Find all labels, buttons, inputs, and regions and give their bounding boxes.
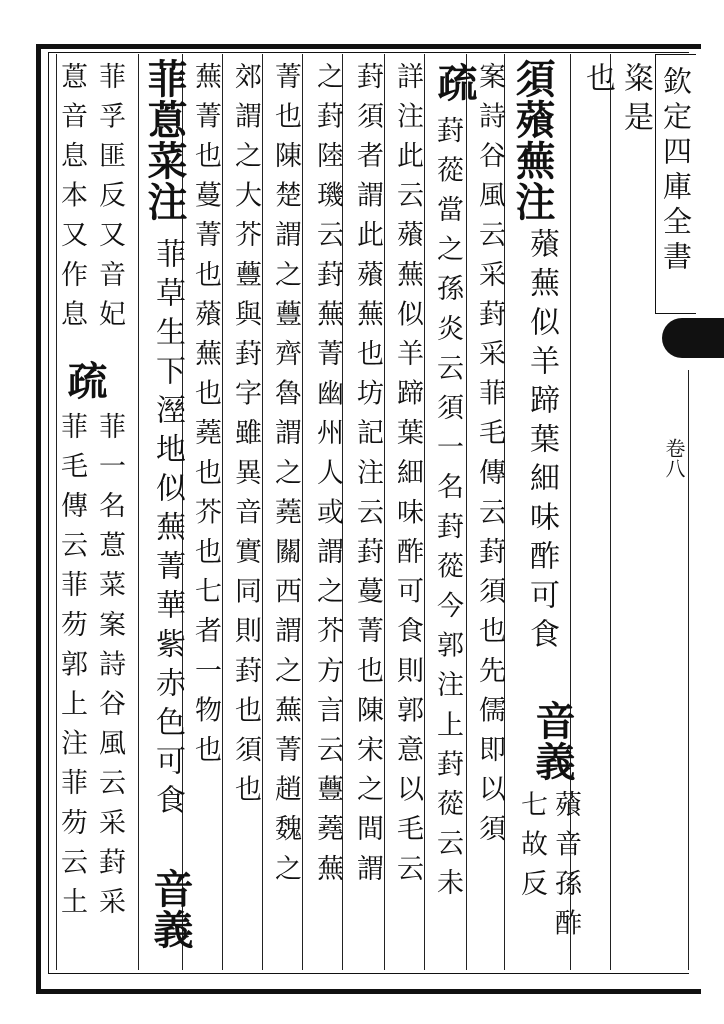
- text-column: 菲孚匪反又音妃: [94, 62, 125, 340]
- column-rule: [262, 54, 263, 970]
- text-column: 疏: [61, 360, 108, 401]
- text-column: 薞蕪似羊蹄葉細味酢可食: [524, 228, 559, 657]
- text-column: 案詩谷風云采葑采菲毛傳云葑須也先儒即以須: [474, 62, 505, 854]
- column-rule: [424, 54, 425, 970]
- text-column: 菲草生下溼地似蕪菁華紫赤色可食: [150, 238, 185, 823]
- column-rule: [466, 54, 467, 970]
- book-title: 欽定四庫全書: [659, 66, 693, 276]
- margin-rule: [688, 370, 689, 970]
- text-column: 音義: [147, 868, 194, 950]
- text-column: 菲蒠菜注: [141, 58, 188, 222]
- text-column: 之葑陸璣云葑蕪菁幽州人或謂之芥方言云蘴蕘蕪: [312, 62, 343, 894]
- column-rule: [138, 54, 139, 970]
- text-column: 郊謂之大芥蘴與葑字雖異音實同則葑也須也: [230, 62, 261, 815]
- text-column: 葑蓯當之孫炎云須一名葑蓯今郭注上葑蓯云未: [432, 116, 463, 908]
- text-column: 薞音孫酢: [550, 790, 581, 949]
- text-column: 菲一名蒠菜案詩谷風云采葑采: [94, 412, 125, 927]
- text-column: 菲毛傳云菲芴郭上注菲芴云土: [56, 412, 87, 927]
- text-column: 粢是: [618, 62, 653, 140]
- text-column: 蒠音息本又作息: [56, 62, 87, 340]
- text-column: 疏: [431, 62, 478, 103]
- column-rule: [302, 54, 303, 970]
- text-column: 蕪菁也蔓菁也薞蕪也蕘也芥也七者一物也: [190, 62, 221, 775]
- fishtail-mark: [662, 318, 724, 358]
- text-column: 也: [580, 62, 615, 101]
- text-column: 音義: [529, 700, 576, 782]
- text-column: 詳注此云薞蕪似羊蹄葉細味酢可食則郭意以毛云: [392, 62, 423, 894]
- column-rule: [384, 54, 385, 970]
- column-rule: [222, 54, 223, 970]
- juan-number: 卷八: [662, 438, 686, 478]
- text-column: 葑須者謂此薞蕪也坊記注云葑蔓菁也陳宋之間謂: [352, 62, 383, 894]
- text-column: 七故反: [516, 790, 547, 909]
- text-column: 須薞蕪注: [509, 58, 556, 222]
- text-column: 菁也陳楚謂之蘴齊魯謂之蕘關西謂之蕪菁趙魏之: [270, 62, 301, 894]
- column-rule: [610, 54, 611, 970]
